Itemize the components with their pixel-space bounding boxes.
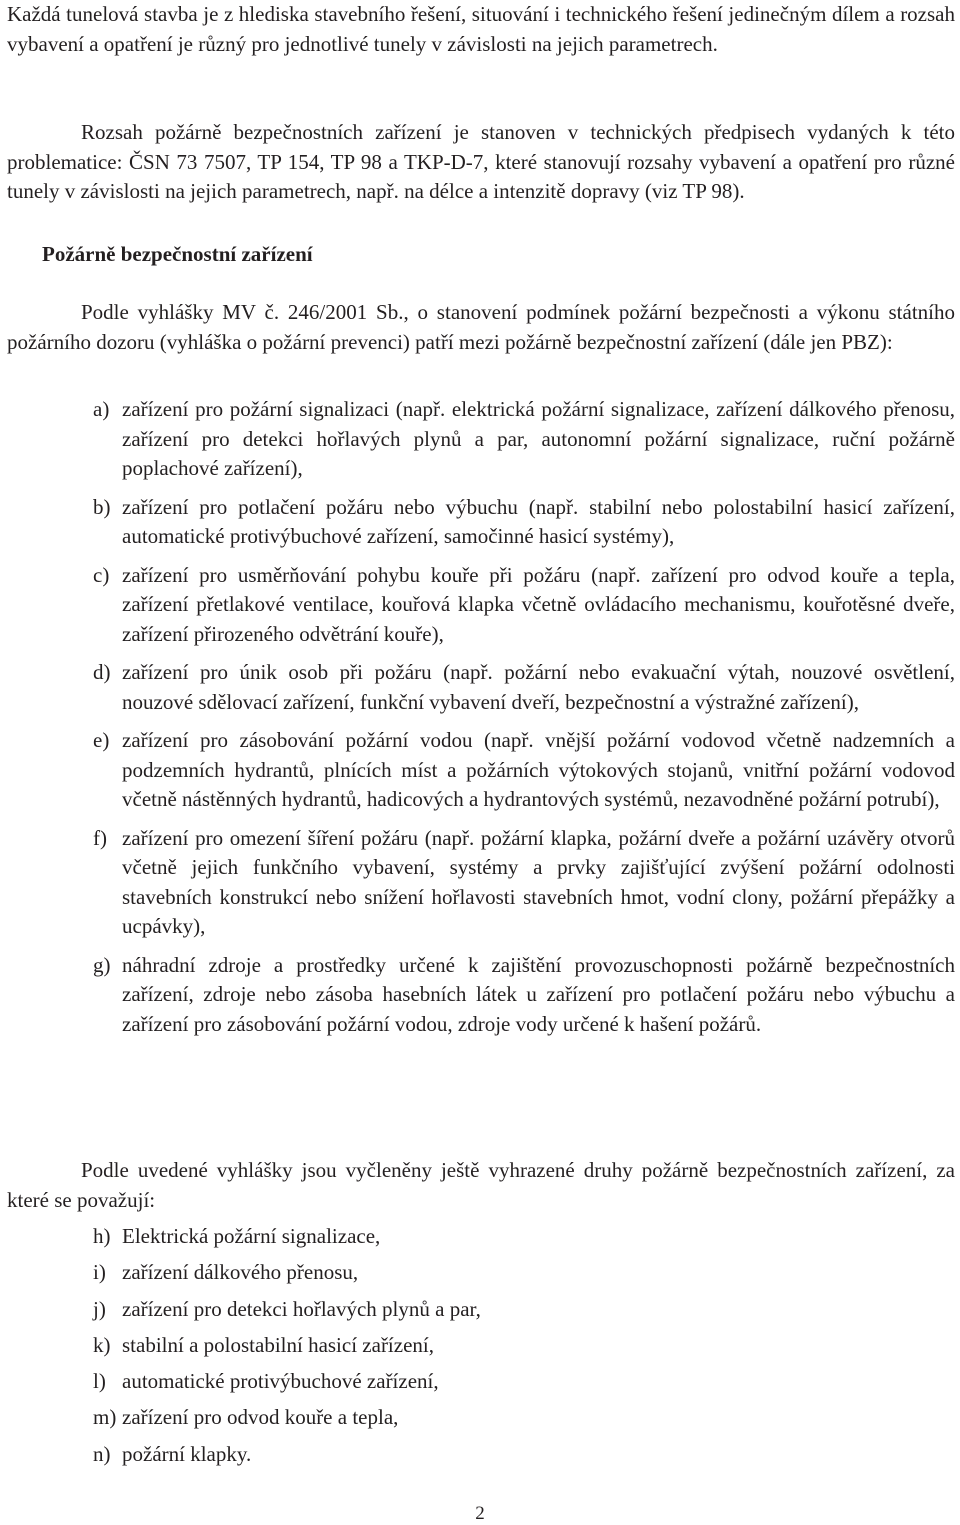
list-item bbox=[0, 1403, 960, 1439]
list-item-letter: e) bbox=[93, 728, 110, 752]
list-item-text: zařízení pro potlačení požáru nebo výbuchu (např. stabilní nebo polostabilní hasicí zařízení, automatické protivýbuchové zařízení, samočinné hasicí systémy), bbox=[122, 494, 955, 548]
list-item bbox=[0, 726, 960, 815]
list-item-text: zařízení pro detekci hořlavých plynů a par, bbox=[122, 1296, 481, 1321]
list-item-text: automatické protivýbuchové zařízení, bbox=[122, 1369, 439, 1394]
list-item-letter: k) bbox=[93, 1332, 111, 1357]
list-item bbox=[0, 1295, 960, 1331]
list-item-text: zařízení pro únik osob při požáru (např. požární nebo evakuační výtah, nouzové osvětlení, nouzové sdělovací zařízení, funkční vybavení dveří, bezpečnostní a výstražné zařízení), bbox=[122, 660, 955, 714]
list-item-text: zařízení pro omezení šíření požáru (např. požární klapka, požární dveře a požární uzávěry otvorů včetně jejich funkčního vybavení, systémy a prvky zajišťující zvýšení požární odolnosti stavebních konstrukcí nebo snížení hořlavosti stavebních hmot, vodní clony, požární přepážky a ucpávky), bbox=[122, 825, 955, 938]
list-item-text: zařízení pro zásobování požární vodou (např. vnější požární vodovod včetně nadzemních a podzemních hydrantů, plnících míst a požárních výtokových stojanů, vnitřní požární vodovod včetně nástěnných hydrantů, hadicových a hydrantových systémů, nezavodněné požární potrubí), bbox=[122, 728, 955, 811]
list-item bbox=[0, 561, 960, 650]
list-item bbox=[0, 824, 960, 942]
list-item bbox=[0, 1258, 960, 1294]
list-item-text: zařízení dálkového přenosu, bbox=[122, 1260, 359, 1285]
list-item-letter: h) bbox=[93, 1224, 111, 1248]
list-item bbox=[0, 493, 960, 552]
list-item-text: stabilní a polostabilní hasicí zařízení, bbox=[122, 1332, 434, 1357]
reserved-types-paragraph: Podle uvedené vyhlášky jsou vyčleněny ještě vyhrazené druhy požárně bezpečnostních zařízení, za které se považují: bbox=[7, 1158, 955, 1212]
list-item-letter: g) bbox=[93, 952, 111, 977]
page-number: 2 bbox=[475, 1503, 485, 1524]
section-heading: Požárně bezpečnostní zařízení bbox=[42, 242, 313, 266]
list-item-text: zařízení pro usměrňování pohybu kouře při požáru (např. zařízení pro odvod kouře a tepla, zařízení přetlakové ventilace, kouřová klapka včetně ovládacího mechanismu, kouřotěsné dveře, zařízení přirozeného odvětrání kouře), bbox=[122, 562, 955, 646]
list-item-letter: j) bbox=[93, 1296, 106, 1321]
list-item-letter: a) bbox=[93, 397, 110, 421]
list-item-text: požární klapky. bbox=[122, 1441, 252, 1466]
intro-paragraph: Každá tunelová stavba je z hlediska stavebního řešení, situování i technického řešení jedinečným dílem a rozsah vybavení a opatření je různý pro jednotlivé tunely v závislosti na jejich parametrech. bbox=[7, 2, 955, 56]
list-item bbox=[0, 658, 960, 717]
list-item bbox=[0, 395, 960, 484]
list-item bbox=[0, 1440, 960, 1476]
list-item-letter: i) bbox=[93, 1260, 106, 1285]
list-item bbox=[0, 1331, 960, 1367]
list-item-letter: f) bbox=[93, 825, 107, 850]
list-item-text: zařízení pro požární signalizaci (např. elektrická požární signalizace, zařízení dálkového přenosu, zařízení pro detekci hořlavých plynů a par, autonomní požární signalizace, ruční požárně poplachové zařízení), bbox=[122, 397, 955, 480]
decree-paragraph: Podle vyhlášky MV č. 246/2001 Sb., o stanovení podmínek požární bezpečnosti a výkonu státního požárního dozoru (vyhláška o požární prevenci) patří mezi požárně bezpečnostní zařízení (dále jen PBZ): bbox=[7, 300, 955, 354]
list-item-text: Elektrická požární signalizace, bbox=[122, 1224, 381, 1248]
scope-paragraph: Rozsah požárně bezpečnostních zařízení je stanoven v technických předpisech vydaných k této problematice: ČSN 73 7507, TP 154, TP 98 a TKP-D-7, které stanovují rozsahy vybavení a opatření pro různé tunely v závislosti na jejich parametrech, např. na délce a intenzitě dopravy (viz TP 98). bbox=[7, 120, 955, 203]
list-item-letter: m) bbox=[93, 1405, 117, 1430]
list-item-letter: n) bbox=[93, 1441, 111, 1466]
list-item-letter: b) bbox=[93, 494, 111, 519]
list-item bbox=[0, 951, 960, 1040]
pbz-list bbox=[0, 395, 960, 1048]
list-item-letter: c) bbox=[93, 562, 110, 587]
list-item bbox=[0, 1222, 960, 1258]
list-item-text: náhradní zdroje a prostředky určené k zajištění provozuschopnosti požárně bezpečnostních zařízení, zdroje nebo zásoba hasebních látek u zařízení pro potlačení požáru nebo výbuchu a zařízení pro zásobování požární vodou, zdroje vody určené k hašení požárů. bbox=[122, 952, 955, 1036]
list-item bbox=[0, 1367, 960, 1403]
list-item-text: zařízení pro odvod kouře a tepla, bbox=[122, 1405, 399, 1430]
list-item-letter: l) bbox=[93, 1369, 106, 1394]
reserved-list bbox=[0, 1222, 960, 1476]
list-item-letter: d) bbox=[93, 660, 111, 684]
